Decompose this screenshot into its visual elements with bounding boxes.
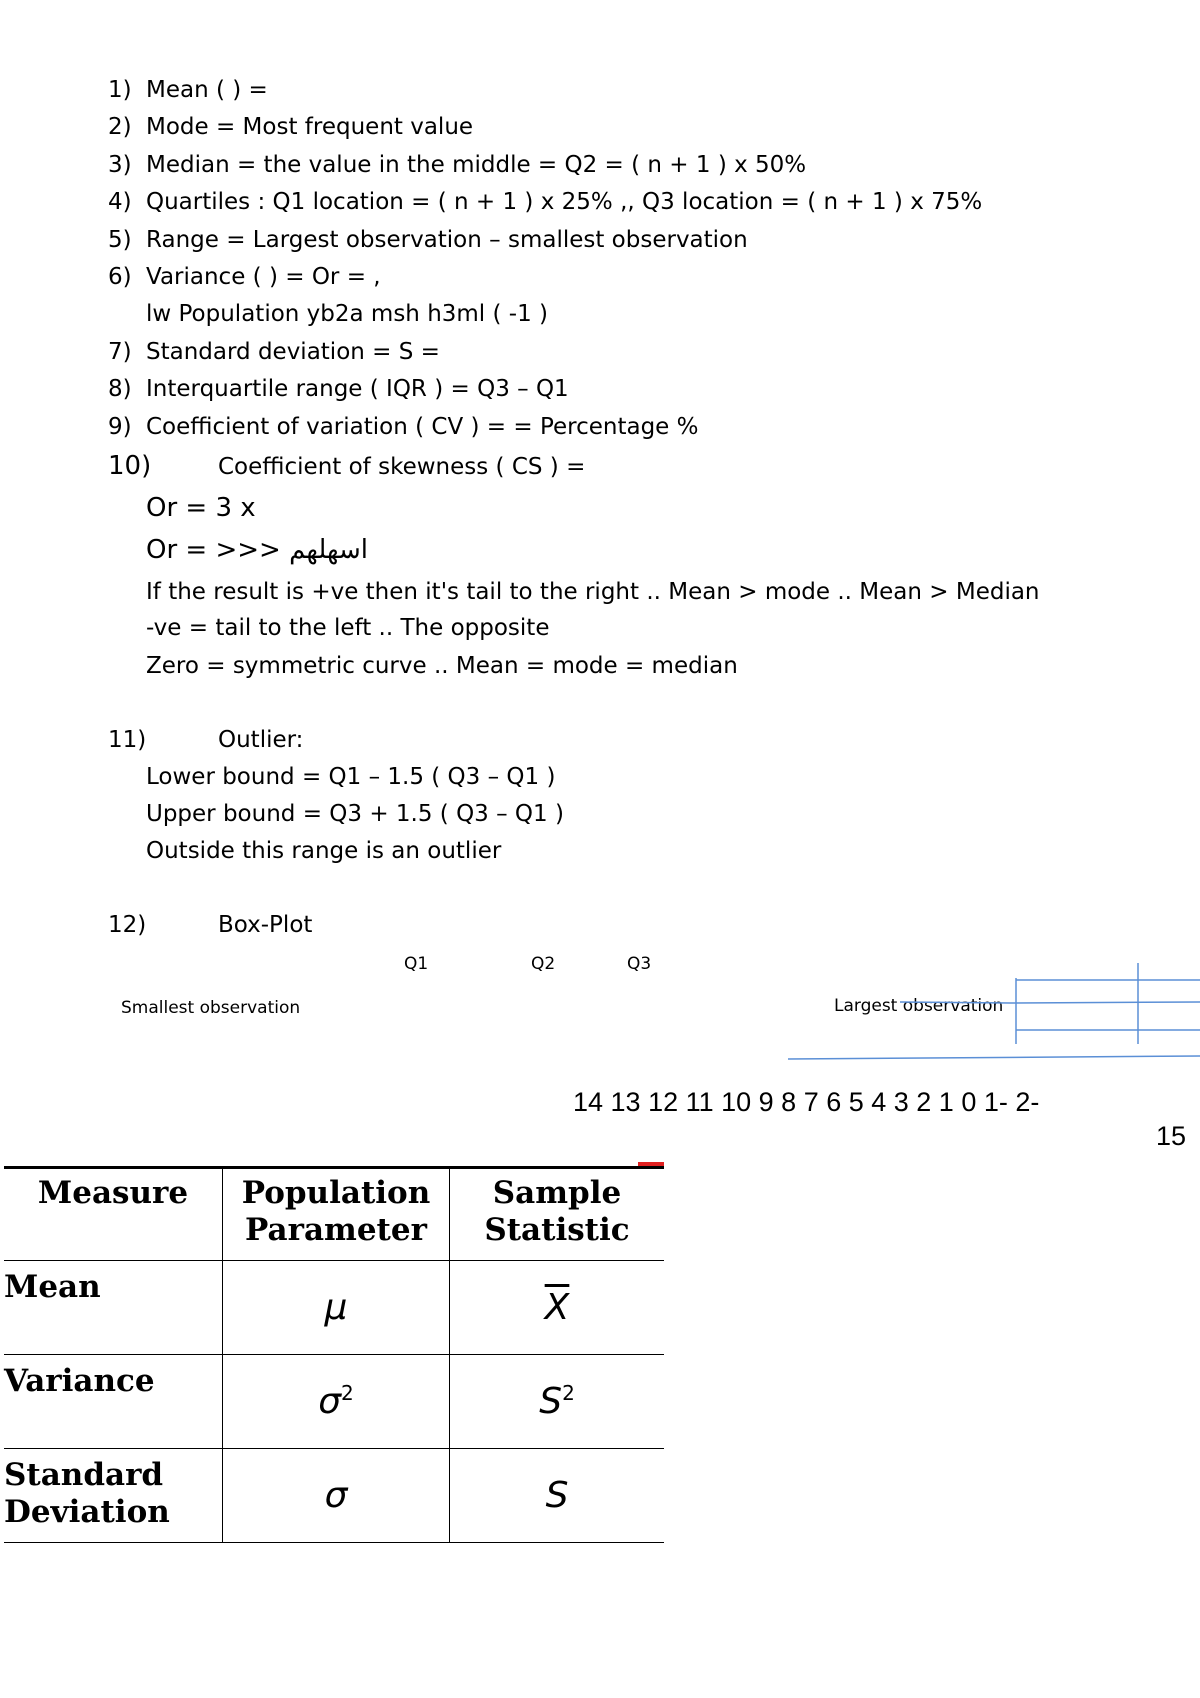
boxplot-largest-label: Largest observation [834, 996, 1004, 1016]
sample-symbol-xbar [450, 1261, 665, 1355]
population-symbol-sigma: σ [223, 1449, 450, 1543]
formula-text: Variance ( ) = Or = , [146, 264, 381, 290]
formula-text: -ve = tail to the left .. The opposite [146, 615, 550, 641]
measure-line: Mean [4, 1269, 101, 1305]
formula-text: Interquartile range ( IQR ) = Q3 – Q1 [146, 376, 569, 402]
formula-number: 6) [108, 264, 132, 290]
formula-text: Or = >>> اسهلهم [146, 535, 368, 565]
measures-table [4, 1166, 664, 1543]
formula-text: Range = Largest observation – smallest observation [146, 227, 748, 253]
formula-number: 1) [108, 77, 132, 103]
measure-cell [4, 1449, 223, 1543]
header-sample-statistic [450, 1168, 665, 1261]
axis-numbers-wrap: 15 [1156, 1121, 1187, 1151]
number-line [788, 1056, 1200, 1059]
formula-text: Outside this range is an outlier [146, 838, 502, 864]
formula-number: 8) [108, 376, 132, 402]
header-line: Measure [37, 1175, 189, 1211]
s-symbol: S [539, 1381, 563, 1422]
table-header-row [4, 1168, 664, 1261]
axis-numbers: 14 13 12 11 10 9 8 7 6 5 4 3 2 1 0 1- 2- [573, 1087, 1040, 1117]
formula-text: Mode = Most frequent value [146, 114, 474, 140]
header-population-parameter [223, 1168, 450, 1261]
header-line: Population [241, 1175, 431, 1211]
formula-number: 4) [108, 189, 132, 215]
header-line: Sample [492, 1175, 622, 1211]
population-symbol-sigma-squared [223, 1355, 450, 1449]
sigma-symbol: σ [318, 1381, 342, 1422]
formula-text: Or = 3 x [146, 493, 256, 523]
measure-cell [4, 1355, 223, 1449]
formula-number: 11) [108, 727, 147, 753]
formula-number: 5) [108, 227, 132, 253]
boxplot-q1-label: Q1 [404, 954, 429, 974]
formula-text: If the result is +ve then it's tail to the right .. Mean > mode .. Mean > Median [146, 579, 1040, 605]
formula-text: Coefficient of skewness ( CS ) = [218, 454, 586, 480]
formula-text: Outlier: [218, 727, 304, 753]
measure-line: Standard [4, 1457, 164, 1493]
table-row [4, 1261, 664, 1355]
header-line: Parameter [245, 1212, 427, 1248]
formula-number: 7) [108, 339, 132, 365]
formula-text: lw Population yb2a msh h3ml ( -1 ) [146, 301, 549, 327]
whisker-strike [900, 1002, 1010, 1003]
formula-text: Standard deviation = S = [146, 339, 440, 365]
formula-number: 2) [108, 114, 132, 140]
formula-text: Median = the value in the middle = Q2 = ( n + 1 ) x 50% [146, 152, 807, 178]
xbar-symbol: $\overline{X}$ [544, 1287, 570, 1328]
header-measure [4, 1168, 223, 1261]
formula-text: Upper bound = Q3 + 1.5 ( Q3 – Q1 ) [146, 801, 564, 827]
boxplot-q3-label: Q3 [627, 954, 652, 974]
measure-line: Variance [4, 1363, 155, 1399]
formula-number: 10) [108, 451, 152, 481]
formula-number: 12) [108, 912, 147, 938]
whisker-line [1010, 1002, 1200, 1003]
formula-number: 3) [108, 152, 132, 178]
header-line: Statistic [484, 1212, 630, 1248]
table-row [4, 1355, 664, 1449]
exponent: 2 [562, 1381, 575, 1405]
sample-symbol-s: S [450, 1449, 665, 1543]
formula-text: Box-Plot [218, 912, 313, 938]
measure-line: Deviation [4, 1494, 170, 1530]
boxplot-q2-label: Q2 [531, 954, 556, 974]
formula-text: Quartiles : Q1 location = ( n + 1 ) x 25% ,, Q3 location = ( n + 1 ) x 75% [146, 189, 983, 215]
boxplot-smallest-label: Smallest observation [121, 998, 301, 1018]
table-row [4, 1449, 664, 1543]
measure-cell [4, 1261, 223, 1355]
formula-text: Coefficient of variation ( CV ) = = Percentage % [146, 414, 699, 440]
sample-symbol-s-squared [450, 1355, 665, 1449]
formula-text: Mean ( ) = [146, 77, 268, 103]
formula-text: Zero = symmetric curve .. Mean = mode = median [146, 653, 738, 679]
formula-number: 9) [108, 414, 132, 440]
formula-text: Lower bound = Q1 – 1.5 ( Q3 – Q1 ) [146, 764, 556, 790]
exponent: 2 [341, 1381, 354, 1405]
population-symbol-mu: μ [223, 1261, 450, 1355]
